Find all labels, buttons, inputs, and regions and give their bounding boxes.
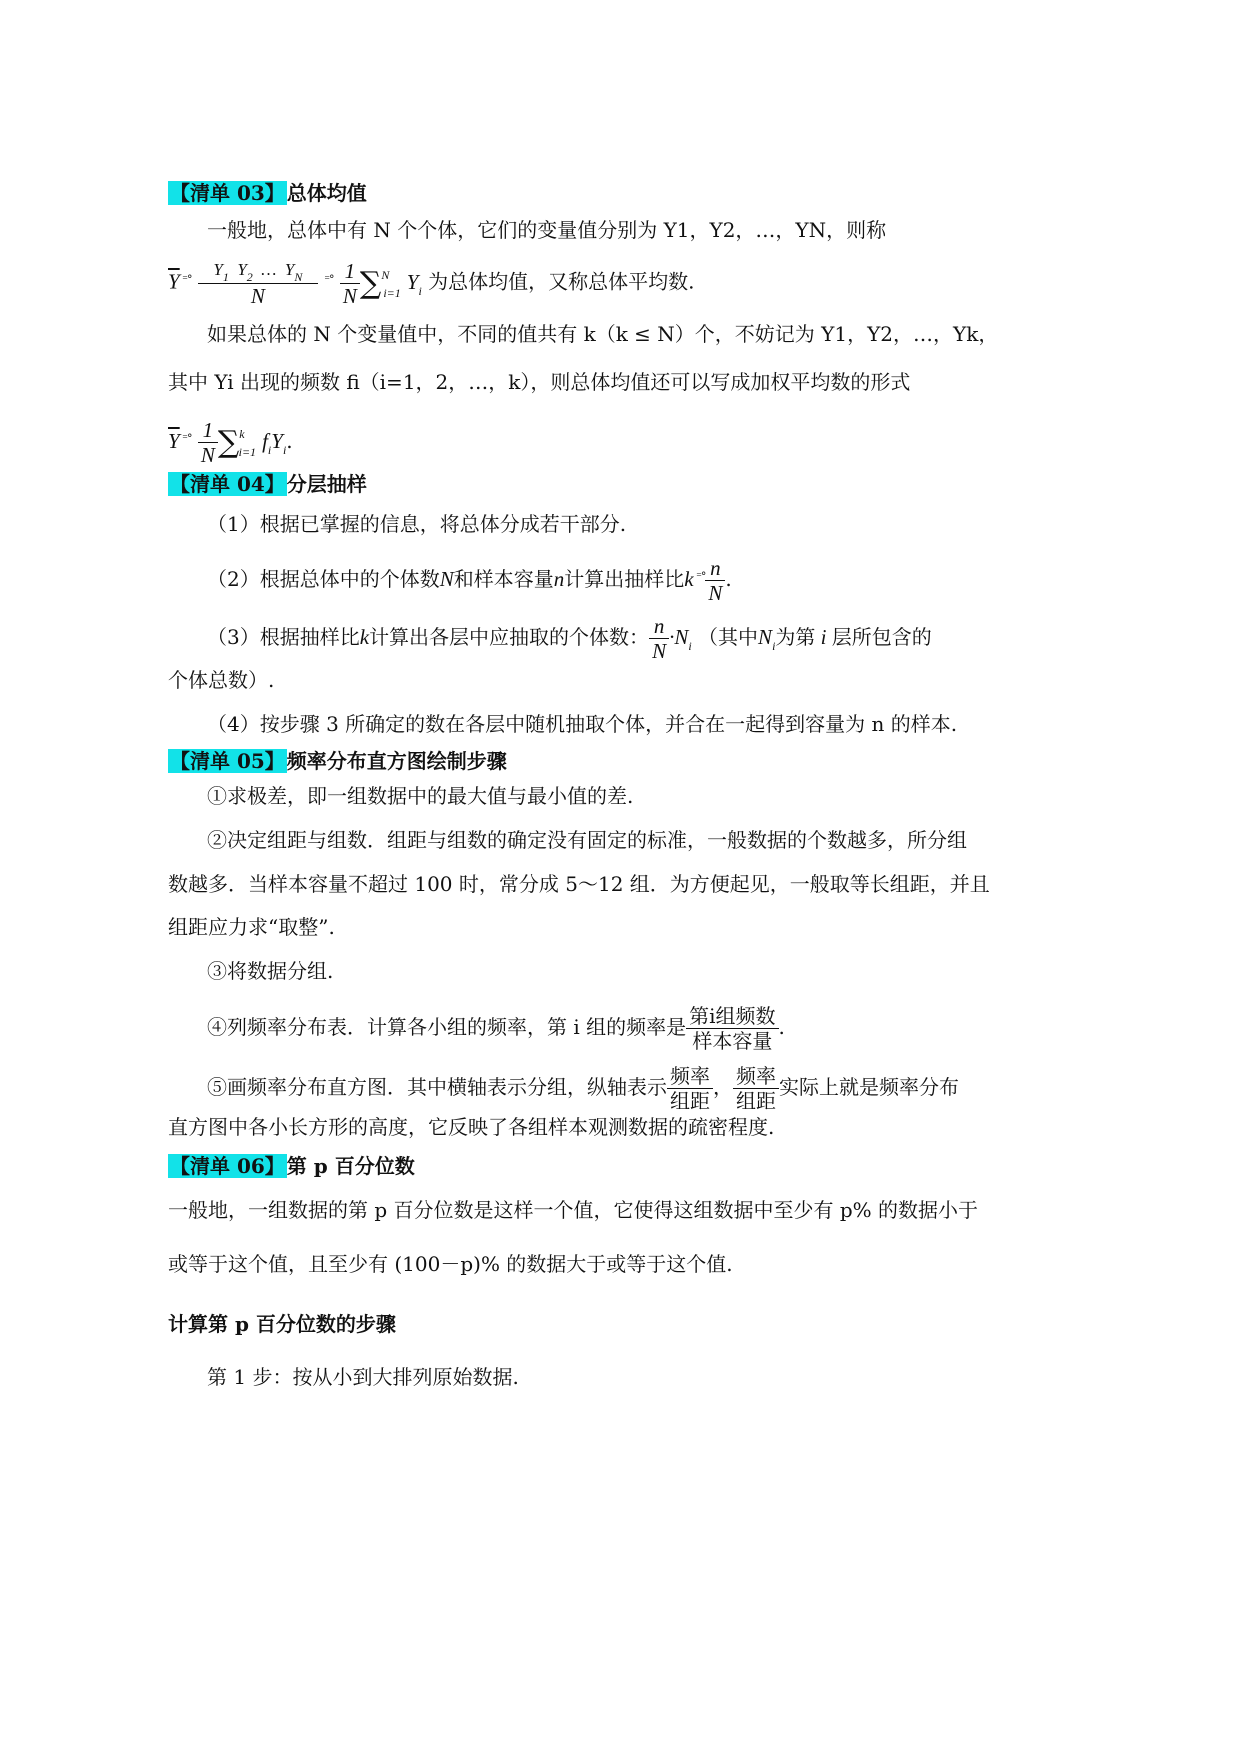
formula-mean-text: 为总体均值，又称总体平均数. (428, 269, 695, 294)
item-05-5-b: 实际上就是频率分布 (779, 1075, 959, 1099)
item-05-5-den2: 组距 (736, 1089, 776, 1113)
item-04-2: （2）根据总体中的个体数N和样本容量n计算出抽样比k ⁼° $\frac{n}{N}$ . (207, 556, 732, 605)
item-04-3-d: 为第 (775, 625, 816, 649)
item-05-1: ①求极差，即一组数据中的最大值与最小值的差. (207, 784, 634, 808)
paragraph-06-2: 或等于这个值，且至少有 (100－p)% 的数据大于或等于这个值. (168, 1252, 733, 1276)
section-heading-06 (168, 1152, 415, 1180)
item-05-5-den1: 组距 (670, 1089, 710, 1113)
item-05-2c: 组距应力求“取整”. (168, 915, 335, 939)
item-05-4-num: 第i组频数 (686, 1004, 778, 1029)
section-tag-05: 【清单 05】 (170, 749, 285, 773)
paragraph-06-1: 一般地，一组数据的第 p 百分位数是这样一个值，它使得这组数据中至少有 p% 的数据小于 (168, 1198, 979, 1222)
item-04-4: （4）按步骤 3 所确定的数在各层中随机抽取个体，并合在一起得到容量为 n 的样本. (207, 712, 958, 736)
paragraph-03-1: 一般地，总体中有 N 个个体，它们的变量值分别为 Y1，Y2，…，YN，则称 (207, 218, 887, 242)
item-04-2-c: 计算出抽样比 (564, 567, 685, 591)
section-title-04: 分层抽样 (286, 472, 367, 496)
step-1: 第 1 步：按从小到大排列原始数据. (207, 1365, 519, 1389)
section-title-06: 第 p 百分位数 (286, 1154, 415, 1178)
formula-weighted-mean: $\overline{Y}$ ⁼° $\frac{1}{N}$ ∑$^k_{i=1}$ $f_iY_i$. (168, 418, 293, 467)
item-04-3-cont: 个体总数）. (168, 668, 275, 692)
formula-mean: $\overline{Y}$ ⁼° $\frac{Y_1 Y_2 \dots Y_N}{N}$ ⁼° $\frac{1}{N}$ ∑$^N_{i=1}$ $Y_i$ 为总体均值，又称总体平均数. (168, 258, 695, 308)
paragraph-03-3: 其中 Yi 出现的频数 fi（i=1，2，…，k），则总体均值还可以写成加权平均数的形式 (168, 370, 911, 394)
section-tag-03: 【清单 03】 (170, 181, 285, 205)
section-heading-05 (168, 747, 507, 775)
section-tag-04: 【清单 04】 (170, 472, 285, 496)
item-04-3-e: 层所包含的 (831, 625, 932, 649)
item-04-1: （1）根据已掌握的信息，将总体分成若干部分. (207, 512, 627, 536)
item-05-2a: ②决定组距与组数．组距与组数的确定没有固定的标准，一般数据的个数越多，所分组 (207, 828, 967, 852)
section-heading-04 (168, 470, 367, 498)
item-04-2-b: 和样本容量 (453, 567, 554, 591)
item-05-5-num1: 频率 (667, 1064, 713, 1089)
item-05-5c: 直方图中各小长方形的高度，它反映了各组样本观测数据的疏密程度. (168, 1115, 775, 1139)
subheading-06: 计算第 p 百分位数的步骤 (168, 1312, 396, 1336)
item-04-2-a: （2）根据总体中的个体数 (207, 567, 440, 591)
section-title-05: 频率分布直方图绘制步骤 (286, 749, 507, 773)
item-05-5-a: ⑤画频率分布直方图．其中横轴表示分组，纵轴表示 (207, 1075, 667, 1099)
paragraph-03-2: 如果总体的 N 个变量值中，不同的值共有 k（k ≤ N）个，不妨记为 Y1，Y2，…，Yk， (207, 322, 999, 346)
item-04-3-a: （3）根据抽样比 (207, 625, 360, 649)
item-05-5: ⑤画频率分布直方图．其中横轴表示分组，纵轴表示 $\frac{\text{频率}}{\text{组距}}$ ， $\frac{\text{频率}}{\text{组距}}$ 实际上就是频率分布 (207, 1064, 959, 1113)
item-04-3-c: （其中 (698, 625, 759, 649)
item-05-4: ④列频率分布表．计算各小组的频率，第 i 组的频率是 $\frac{\text{第i组频数}}{\text{样本容量}}$ . (207, 1004, 785, 1053)
item-04-3-b: 计算出各层中应抽取的个体数： (369, 625, 650, 649)
item-05-3: ③将数据分组. (207, 959, 334, 983)
section-heading-03 (168, 179, 367, 207)
item-05-4-den: 样本容量 (692, 1029, 773, 1053)
section-title-03: 总体均值 (286, 181, 367, 205)
item-05-4-a: ④列频率分布表．计算各小组的频率，第 i 组的频率是 (207, 1015, 687, 1039)
section-tag-06: 【清单 06】 (170, 1154, 285, 1178)
item-05-2b: 数越多．当样本容量不超过 100 时，常分成 5～12 组．为方便起见，一般取等长组距，并且 (168, 872, 990, 896)
item-04-3: （3）根据抽样比k计算出各层中应抽取的个体数： $\frac{n}{N}$ $\cdot N_i$ （其中$N_i$为第 i 层所包含的 (207, 614, 932, 663)
item-05-5-num2: 频率 (733, 1064, 779, 1089)
